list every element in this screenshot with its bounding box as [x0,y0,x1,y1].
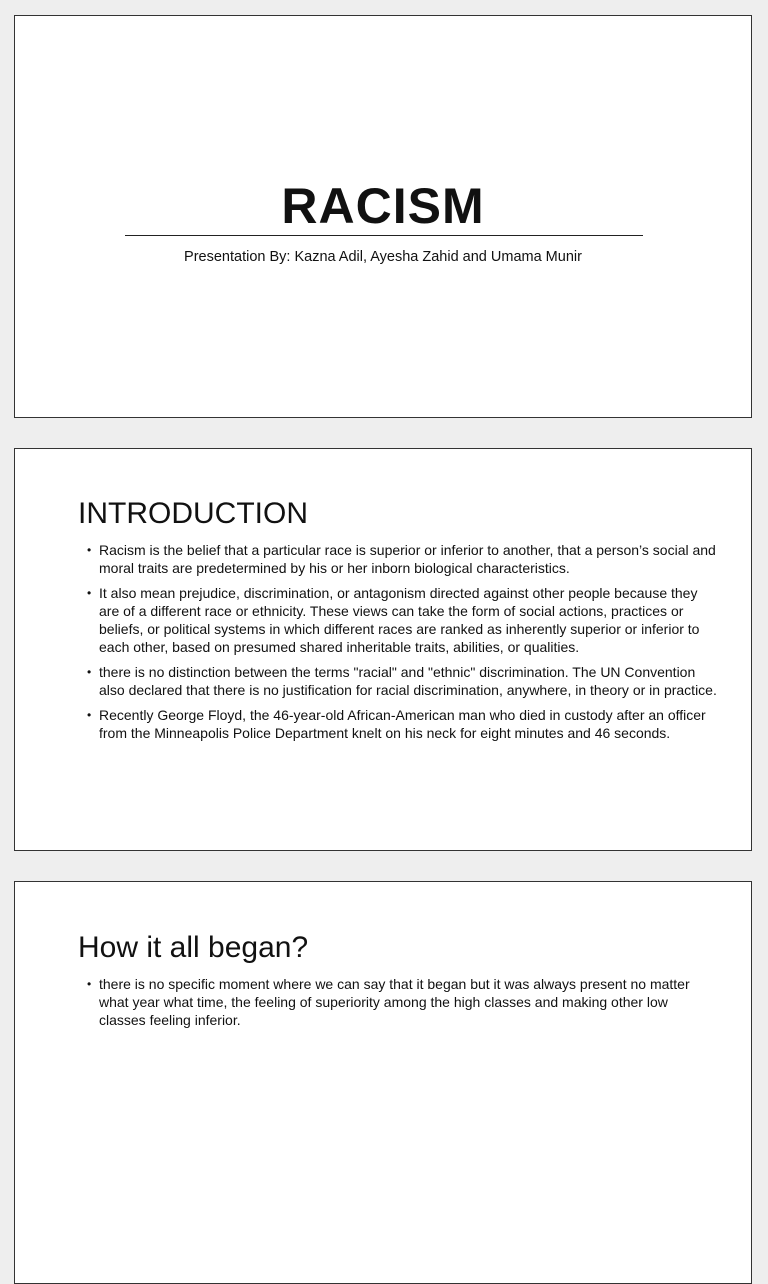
slide-introduction [14,448,752,851]
bullet-text: there is no specific moment where we can say that it began but it was always present no matter what year what time, the feeling of superiority among the high classes and making other low classes feeling inferior. [99,976,690,1028]
slide-title [14,15,752,418]
bullet-text: Recently George Floyd, the 46-year-old African-American man who died in custody after an officer from the Minneapolis Police Department knelt on his neck for eight minutes and 46 seconds. [99,707,706,741]
bullet-icon: • [87,543,92,557]
bullet-icon: • [87,665,92,679]
bullet-icon: • [87,586,92,600]
bullet-text: Racism is the belief that a particular race is superior or inferior to another, that a person’s social and moral traits are predetermined by his or her inborn biological characteristics. [99,542,716,576]
bullet-list [87,541,717,749]
bullet-item [87,541,717,577]
bullet-text: It also mean prejudice, discrimination, or antagonism directed against other people because they are of a different race or ethnicity. These views can take the form of social actions, practices or beliefs, or political systems in which different races are ranked as inherently superior or inferior to each other, based on presumed shared inheritable traits, abilities, or qualities. [99,585,700,655]
bullet-item [87,663,717,699]
bullet-item [87,584,717,656]
bullet-item [87,706,717,742]
bullet-icon: • [87,708,92,722]
bullet-item [87,975,717,1029]
bullet-text: there is no distinction between the terms "racial" and "ethnic" discrimination. The UN Convention also declared that there is no justification for racial discrimination, anywhere, in theory or in practice. [99,664,717,698]
bullet-list [87,975,717,1036]
title-underline [125,235,643,236]
slide-title-text: RACISM [281,178,485,234]
slide-subtitle: Presentation By: Kazna Adil, Ayesha Zahid and Umama Munir [184,249,582,265]
slide-heading: How it all began? [78,931,309,964]
bullet-icon: • [87,977,92,991]
slide-how-it-began [14,881,752,1284]
slide-heading: INTRODUCTION [78,497,308,530]
